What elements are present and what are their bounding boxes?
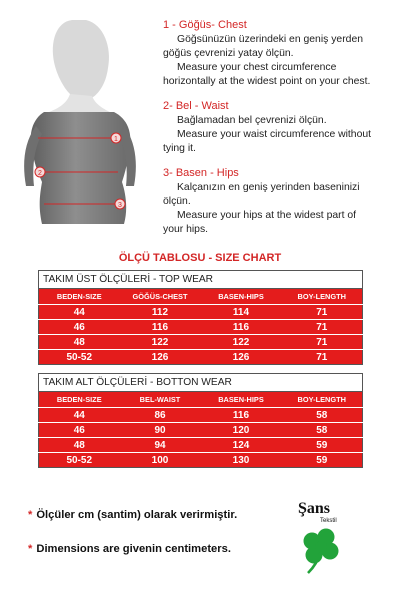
hips-tr-line: ölçün. — [163, 196, 191, 207]
table-row — [39, 423, 363, 438]
svg-text:Şans: Şans — [298, 500, 331, 517]
note-marker: * — [28, 509, 33, 521]
table-row — [39, 350, 363, 365]
table-cell: 112 — [120, 305, 201, 320]
top-wear-title: TAKIM ÜST ÖLÇÜLERİ - TOP WEAR — [38, 270, 363, 288]
note-text: Ölçüler cm (santim) olarak verirmiştir. — [36, 509, 238, 521]
table-cell: 50-52 — [66, 454, 93, 466]
note-turkish — [28, 509, 237, 521]
hips-instruction — [163, 166, 395, 237]
table-cell: 58 — [282, 423, 363, 438]
table-cell: 90 — [120, 423, 201, 438]
marker-3 — [115, 199, 125, 209]
table-cell: 86 — [120, 408, 201, 423]
chest-tr-line: Göğsünüzün üzerindeki en geniş yerden — [177, 34, 364, 45]
table-cell: 124 — [201, 438, 282, 453]
table-cell: 100 — [151, 454, 169, 466]
chest-en-line: Measure your chest circumference — [177, 62, 337, 73]
bottom-wear-section — [38, 373, 363, 468]
chest-en-line: horizontally at the widest point on your chest. — [163, 76, 371, 87]
column-header: BOY-LENGTH — [282, 289, 363, 305]
chest-heading: 1 - Göğüs- Chest — [163, 19, 247, 31]
mannequin-head — [53, 20, 109, 101]
column-header: GÖĞÜS-CHEST — [120, 289, 201, 305]
table-cell: 120 — [201, 423, 282, 438]
table-cell: 46 — [39, 320, 120, 335]
svg-text:2: 2 — [38, 170, 42, 177]
column-header: BASEN-HIPS — [201, 392, 282, 408]
svg-text:Tekstil: Tekstil — [320, 518, 337, 524]
clover-icon — [304, 529, 339, 574]
table-row — [39, 453, 363, 468]
table-cell: 59 — [282, 438, 363, 453]
table-cell: 114 — [201, 305, 282, 320]
top-wear-table — [38, 288, 363, 365]
table-cell: 44 — [39, 305, 120, 320]
table-cell: 116 — [201, 408, 282, 423]
chest-instruction — [163, 18, 395, 89]
table-row — [39, 335, 363, 350]
table-cell: 126 — [151, 351, 169, 363]
waist-en-line: tying it. — [163, 143, 196, 154]
table-cell: 116 — [201, 320, 282, 335]
hips-heading: 3- Basen - Hips — [163, 167, 239, 179]
table-row — [39, 438, 363, 453]
table-cell: 50-52 — [66, 351, 93, 363]
table-cell: 48 — [39, 438, 120, 453]
waist-tr-line: Bağlamadan bel çevrenizi ölçün. — [177, 115, 327, 126]
hips-en-line: your hips. — [163, 224, 209, 235]
mannequin-figure — [14, 14, 150, 242]
table-row — [39, 408, 363, 423]
table-row — [39, 320, 363, 335]
column-header: BEDEN-SIZE — [39, 392, 120, 408]
table-cell: 126 — [232, 351, 250, 363]
sans-tekstil-logo — [290, 497, 360, 575]
table-cell: 71 — [282, 335, 363, 350]
table-header-row — [39, 392, 363, 408]
table-cell: 59 — [316, 454, 328, 466]
marker-1 — [111, 133, 121, 143]
hips-en-line: Measure your hips at the widest part of — [177, 210, 357, 221]
chest-tr-line: göğüs çevrenizi yatay ölçün. — [163, 48, 294, 59]
table-cell: 46 — [39, 423, 120, 438]
table-cell: 48 — [39, 335, 120, 350]
note-text: Dimensions are givenin centimeters. — [36, 543, 231, 555]
bottom-wear-title: TAKIM ALT ÖLÇÜLERİ - BOTTON WEAR — [38, 373, 363, 391]
table-row — [39, 305, 363, 320]
table-header-row — [39, 289, 363, 305]
note-marker: * — [28, 543, 33, 555]
table-cell: 71 — [316, 351, 328, 363]
table-cell: 71 — [282, 305, 363, 320]
table-cell: 122 — [201, 335, 282, 350]
top-wear-section — [38, 270, 363, 365]
table-cell: 44 — [39, 408, 120, 423]
column-header: BEL-WAIST — [120, 392, 201, 408]
table-cell: 71 — [282, 320, 363, 335]
table-cell: 122 — [120, 335, 201, 350]
waist-instruction — [163, 99, 395, 156]
table-cell: 94 — [120, 438, 201, 453]
column-header: BEDEN-SIZE — [39, 289, 120, 305]
column-header: BOY-LENGTH — [282, 392, 363, 408]
measurement-instructions — [163, 18, 395, 247]
waist-en-line: Measure your waist circumference without — [177, 129, 372, 140]
column-header: BASEN-HIPS — [201, 289, 282, 305]
table-cell: 130 — [232, 454, 250, 466]
svg-text:3: 3 — [118, 202, 122, 209]
waist-heading: 2- Bel - Waist — [163, 100, 229, 112]
mannequin-torso — [31, 112, 131, 224]
marker-2 — [35, 167, 45, 177]
table-cell: 116 — [120, 320, 201, 335]
bottom-wear-table — [38, 391, 363, 468]
note-english — [28, 543, 231, 555]
svg-text:1: 1 — [114, 136, 118, 143]
size-chart-title: ÖLÇÜ TABLOSU - SIZE CHART — [118, 252, 282, 264]
table-cell: 58 — [282, 408, 363, 423]
hips-tr-line: Kalçanızın en geniş yerinden baseninizi — [177, 182, 360, 193]
